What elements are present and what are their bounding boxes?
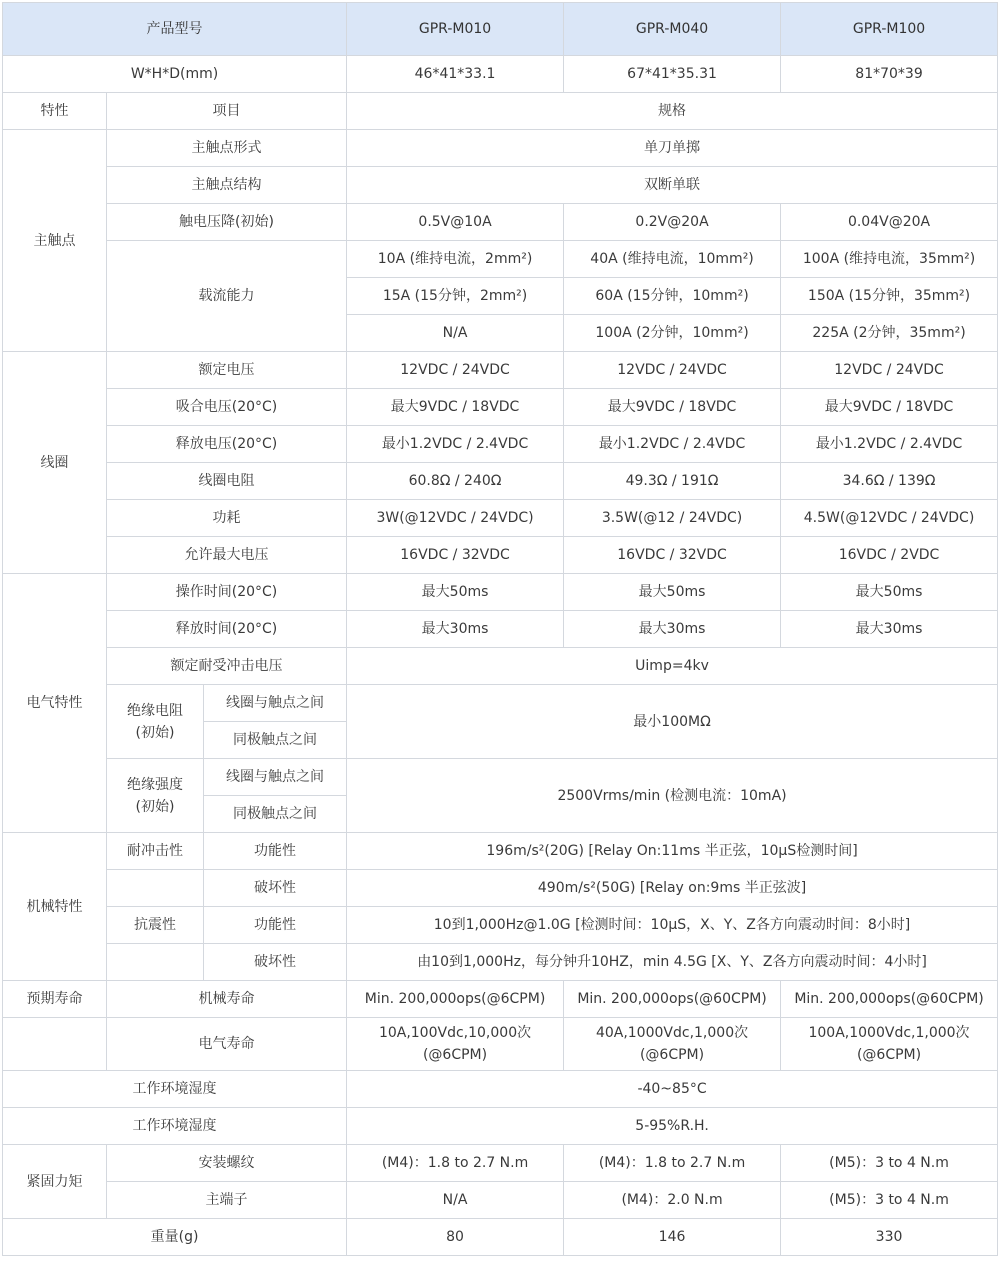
row-label: 允许最大电压 [107,537,347,574]
cell: 单刀单掷 [347,130,998,167]
row-label: 线圈电阻 [107,463,347,500]
cell: 330 [781,1219,998,1256]
group-label: 电气特性 [3,574,107,833]
table-row [3,759,998,796]
cell: 146 [564,1219,781,1256]
header-row [3,3,998,56]
cell: 最小1.2VDC / 2.4VDC [564,426,781,463]
row-label: 释放电压(20°C) [107,426,347,463]
model-name: GPR-M100 [781,3,998,56]
sub-label: 破坏性 [204,944,347,981]
model-name: GPR-M040 [564,3,781,56]
cell: 100A (2分钟，10mm²) [564,315,781,352]
table-row [3,1108,998,1145]
cell: 3.5W(@12 / 24VDC) [564,500,781,537]
cell: 最大50ms [347,574,564,611]
group-label: 主触点 [3,130,107,352]
cell: 16VDC / 32VDC [347,537,564,574]
row-label: 电气寿命 [107,1018,347,1071]
sub-label: 破坏性 [204,870,347,907]
table-row [3,648,998,685]
empty-cell [107,944,204,981]
cell: Min. 200,000ops(@6CPM) [347,981,564,1018]
row-label: 功耗 [107,500,347,537]
row-label: 吸合电压(20°C) [107,389,347,426]
table-row [3,1145,998,1182]
table-row [3,56,998,93]
cell: 3W(@12VDC / 24VDC) [347,500,564,537]
row-label: 工作环境湿度 [3,1108,347,1145]
cell: 81*70*39 [781,56,998,93]
cell: 由10到1,000Hz，每分钟升10HZ，min 4.5G [X、Y、Z各方向震动时间：4小时] [347,944,998,981]
cell: 60A (15分钟，10mm²) [564,278,781,315]
row-label: 工作环境湿度 [3,1071,347,1108]
table-row [3,1018,998,1071]
cell: (M4)：2.0 N.m [564,1182,781,1219]
row-label: 释放时间(20°C) [107,611,347,648]
cell: (M5)：3 to 4 N.m [781,1145,998,1182]
table-row [3,981,998,1018]
cell: (M4)：1.8 to 2.7 N.m [347,1145,564,1182]
table-row [3,130,998,167]
cell: 最大9VDC / 18VDC [564,389,781,426]
sub-label: 功能性 [204,907,347,944]
row-label: 额定耐受冲击电压 [107,648,347,685]
cell: 最大30ms [347,611,564,648]
cell: (M5)：3 to 4 N.m [781,1182,998,1219]
sub-label: 同极触点之间 [204,796,347,833]
cell: 225A (2分钟，35mm²) [781,315,998,352]
table-row [3,426,998,463]
row-label: 额定电压 [107,352,347,389]
row-label: 主触点结构 [107,167,347,204]
cell: 490m/s²(50G) [Relay on:9ms 半正弦波] [347,870,998,907]
cell: 双断单联 [347,167,998,204]
table-row [3,907,998,944]
cell: 12VDC / 24VDC [781,352,998,389]
row-label: 主端子 [107,1182,347,1219]
cell: 0.2V@20A [564,204,781,241]
cell: 最大30ms [564,611,781,648]
cell: 80 [347,1219,564,1256]
row-label: 主触点形式 [107,130,347,167]
cell: 5-95%R.H. [347,1108,998,1145]
cell: Min. 200,000ops(@60CPM) [781,981,998,1018]
model-label: 产品型号 [3,3,347,56]
empty-cell [107,870,204,907]
cell: 40A (维持电流，10mm²) [564,241,781,278]
table-row [3,93,998,130]
cell: 12VDC / 24VDC [347,352,564,389]
cell: 规格 [347,93,998,130]
table-row [3,500,998,537]
cell: N/A [347,315,564,352]
cell: 60.8Ω / 240Ω [347,463,564,500]
table-row [3,870,998,907]
cell: 2500Vrms/min (检测电流：10mA) [347,759,998,833]
cell: Uimp=4kv [347,648,998,685]
cell: 40A,1000Vdc,1,000次 (@6CPM) [564,1018,781,1071]
cell: 最小1.2VDC / 2.4VDC [781,426,998,463]
cell: 100A,1000Vdc,1,000次 (@6CPM) [781,1018,998,1071]
table-row [3,574,998,611]
cell: 150A (15分钟，35mm²) [781,278,998,315]
cell: (M4)：1.8 to 2.7 N.m [564,1145,781,1182]
table-row [3,352,998,389]
row-label: 绝缘强度 (初始) [107,759,204,833]
cell: 0.5V@10A [347,204,564,241]
group-label: 线圈 [3,352,107,574]
cell: 最小1.2VDC / 2.4VDC [347,426,564,463]
table-row [3,241,998,278]
cell: N/A [347,1182,564,1219]
cell: 16VDC / 32VDC [564,537,781,574]
row-label: 载流能力 [107,241,347,352]
sub-label: 线圈与触点之间 [204,759,347,796]
spec-table [2,2,998,1256]
table-row [3,167,998,204]
cell: 10A (维持电流，2mm²) [347,241,564,278]
row-label: W*H*D(mm) [3,56,347,93]
model-name: GPR-M010 [347,3,564,56]
group-label: 机械特性 [3,833,107,981]
cell: Min. 200,000ops(@60CPM) [564,981,781,1018]
sub-label: 功能性 [204,833,347,870]
table-row [3,463,998,500]
cell: 最大30ms [781,611,998,648]
table-row [3,833,998,870]
table-row [3,1219,998,1256]
row-label: 抗震性 [107,907,204,944]
row-label: 安装螺纹 [107,1145,347,1182]
cell: 最小100MΩ [347,685,998,759]
cell: 最大50ms [781,574,998,611]
cell: 最大9VDC / 18VDC [781,389,998,426]
cell: -40~85°C [347,1071,998,1108]
row-label: 机械寿命 [107,981,347,1018]
table-row [3,204,998,241]
empty-cell [3,1018,107,1071]
group-label: 紧固力矩 [3,1145,107,1219]
row-label: 重量(g) [3,1219,347,1256]
group-label: 预期寿命 [3,981,107,1018]
row-label: 项目 [107,93,347,130]
row-label: 触电压降(初始) [107,204,347,241]
row-label: 绝缘电阻 (初始) [107,685,204,759]
table-row [3,944,998,981]
cell: 最大50ms [564,574,781,611]
cell: 34.6Ω / 139Ω [781,463,998,500]
row-label: 操作时间(20°C) [107,574,347,611]
table-row [3,685,998,722]
table-row [3,389,998,426]
table-row [3,611,998,648]
cell: 16VDC / 2VDC [781,537,998,574]
cell: 15A (15分钟，2mm²) [347,278,564,315]
cell: 100A (维持电流，35mm²) [781,241,998,278]
row-label: 耐冲击性 [107,833,204,870]
cell: 12VDC / 24VDC [564,352,781,389]
cell: 10A,100Vdc,10,000次 (@6CPM) [347,1018,564,1071]
table-row [3,1182,998,1219]
cell: 0.04V@20A [781,204,998,241]
cell: 最大9VDC / 18VDC [347,389,564,426]
table-row [3,537,998,574]
cell: 46*41*33.1 [347,56,564,93]
cell: 196m/s²(20G) [Relay On:11ms 半正弦，10μS检测时间] [347,833,998,870]
sub-label: 同极触点之间 [204,722,347,759]
cell: 4.5W(@12VDC / 24VDC) [781,500,998,537]
cell: 10到1,000Hz@1.0G [检测时间：10μS，X、Y、Z各方向震动时间：8小时] [347,907,998,944]
sub-label: 线圈与触点之间 [204,685,347,722]
cell: 67*41*35.31 [564,56,781,93]
group-label: 特性 [3,93,107,130]
cell: 49.3Ω / 191Ω [564,463,781,500]
table-row [3,1071,998,1108]
